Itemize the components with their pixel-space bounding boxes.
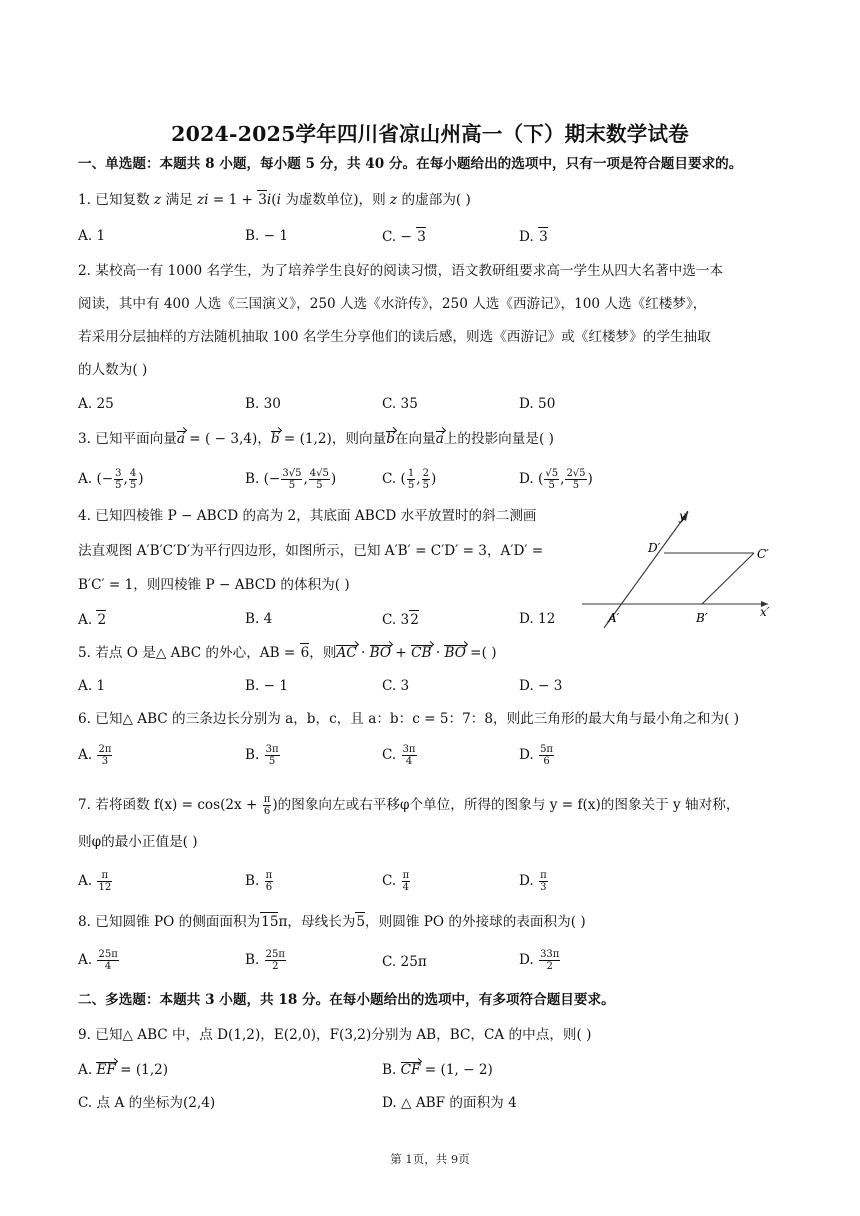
q6-option-d: D. $\frac{5\pi}{6}$: [519, 744, 553, 767]
question-5: 5. 若点 O 是△ ABC 的外心，AB = 6，则AC · BO + CB · BO =( ): [78, 645, 497, 661]
q2-option-a: A. 25: [78, 396, 114, 412]
question-1: 1. 已知复数 z 满足 zi = 1 + 3i(i 为虚数单位)，则 z 的虚部为( ): [78, 192, 471, 208]
page-title: 2024-2025学年四川省凉山州高一（下）期末数学试卷: [171, 122, 689, 146]
oblique-projection-figure: [576, 500, 781, 635]
label-y: y′: [679, 509, 689, 523]
section-1-header: 一、单选题：本题共 8 小题，每小题 5 分，共 40 分。在每小题给出的选项中，只有一项是符合题目要求的。: [78, 156, 743, 172]
label-a: A′: [608, 611, 620, 625]
label-x: x′: [760, 605, 770, 619]
q3-option-c: C. ( $\frac{1}{5}$ , $\frac{2}{5}$ ): [382, 468, 437, 491]
q2-option-b: B. 30: [245, 396, 281, 412]
question-4-line-2: 法直观图 A′B′C′D′为平行四边形，如图所示，已知 A′B′ = C′D′ = 3，A′D′ =: [78, 543, 544, 559]
q6-option-a: A. $\frac{2\pi}{3}$: [78, 744, 112, 767]
q7-option-d: D. $\frac{\pi}{3}$: [519, 870, 547, 893]
label-b: B′: [696, 611, 708, 625]
question-7-line-1: 7. 若将函数 f(x) = cos(2x + $\frac{\pi}{6}$ )的图象向左或右平移φ个单位，所得的图象与 y = f(x)的图象关于 y 轴对称，: [78, 794, 740, 817]
q6-option-c: C. $\frac{3\pi}{4}$: [382, 744, 416, 767]
q2-option-c: C. 35: [382, 396, 418, 412]
q8-option-d: D. $\frac{33\pi}{2}$: [519, 949, 560, 972]
q5-option-d: D. − 3: [519, 678, 563, 694]
q2-option-d: D. 50: [519, 396, 556, 412]
page-footer: 第 1页，共 9页: [390, 1152, 470, 1166]
question-8: 8. 已知圆锥 PO 的侧面面积为15π，母线长为5，则圆锥 PO 的外接球的表面积为( ): [78, 914, 586, 930]
question-4-line-3: B′C′ = 1，则四棱锥 P − ABCD 的体积为( ): [78, 577, 350, 593]
q3-option-b: B. (− $\frac{3√5}{5}$ , $\frac{4√5}{5}$ ): [245, 468, 337, 491]
q3-option-d: D. ( $\frac{√5}{5}$ , $\frac{2√5}{5}$ ): [519, 468, 593, 491]
q9-option-b: B. CF = (1, − 2): [382, 1062, 493, 1078]
question-9: 9. 已知△ ABC 中，点 D(1,2)，E(2,0)，F(3,2)分别为 AB，BC，CA 的中点，则( ): [78, 1027, 592, 1043]
q7-option-c: C. $\frac{\pi}{4}$: [382, 870, 410, 893]
label-d: D′: [648, 541, 661, 555]
question-2-line-1: 2. 某校高一有 1000 名学生，为了培养学生良好的阅读习惯，语文教研组要求高一学生从四大名著中选一本: [78, 263, 724, 279]
section-2-header: 二、多选题：本题共 3 小题，共 18 分。在每小题给出的选项中，有多项符合题目要求。: [78, 992, 615, 1008]
q7-option-b: B. $\frac{\pi}{6}$: [245, 870, 273, 893]
question-6: 6. 已知△ ABC 的三条边长分别为 a，b，c，且 a：b：c = 5：7：8，则此三角形的最大角与最小角之和为( ): [78, 711, 740, 727]
q1-option-b: B. − 1: [245, 228, 288, 244]
q4-option-d: D. 12: [519, 611, 556, 627]
q4-option-c: C. 32: [382, 612, 419, 628]
q5-option-b: B. − 1: [245, 678, 288, 694]
question-2-line-3: 若采用分层抽样的方法随机抽取 100 名学生分享他们的读后感，则选《西游记》或《红楼梦》的学生抽取: [78, 329, 711, 345]
question-4-line-1: 4. 已知四棱锥 P − ABCD 的高为 2，其底面 ABCD 水平放置时的斜二测画: [78, 508, 537, 524]
q1-option-c: C. − 3: [382, 229, 426, 245]
q4-option-b: B. 4: [245, 611, 273, 627]
q1-option-a: A. 1: [78, 228, 106, 244]
q8-option-b: B. $\frac{25\pi}{2}$: [245, 949, 285, 972]
q9-option-a: A. EF = (1,2): [78, 1062, 169, 1078]
question-3: 3. 已知平面向量a = ( − 3,4)，b = (1,2)，则向量b在向量a上的投影向量是( ): [78, 431, 554, 447]
q9-option-c: C. 点 A 的坐标为(2,4): [78, 1095, 216, 1111]
q3-option-a: A. (− $\frac{3}{5}$ , $\frac{4}{5}$ ): [78, 468, 144, 491]
edge-cb: [702, 553, 754, 604]
q8-option-c: C. 25π: [382, 954, 427, 970]
q6-option-b: B. $\frac{3\pi}{5}$: [245, 744, 279, 767]
q9-option-d: D. △ ABF 的面积为 4: [382, 1095, 517, 1111]
q5-option-a: A. 1: [78, 678, 106, 694]
q1-option-d: D. 3: [519, 229, 548, 245]
question-7-line-2: 则φ的最小正值是( ): [78, 834, 198, 850]
question-2-line-4: 的人数为( ): [78, 362, 148, 378]
label-c: C′: [757, 547, 769, 561]
q8-option-a: A. $\frac{25\pi}{4}$: [78, 949, 118, 972]
q4-option-a: A. 2: [78, 612, 107, 628]
q7-option-a: A. $\frac{\pi}{12}$: [78, 870, 112, 893]
question-2-line-2: 阅读，其中有 400 人选《三国演义》，250 人选《水浒传》，250 人选《西游记》，100 人选《红楼梦》，: [78, 296, 707, 312]
q5-option-c: C. 3: [382, 678, 410, 694]
